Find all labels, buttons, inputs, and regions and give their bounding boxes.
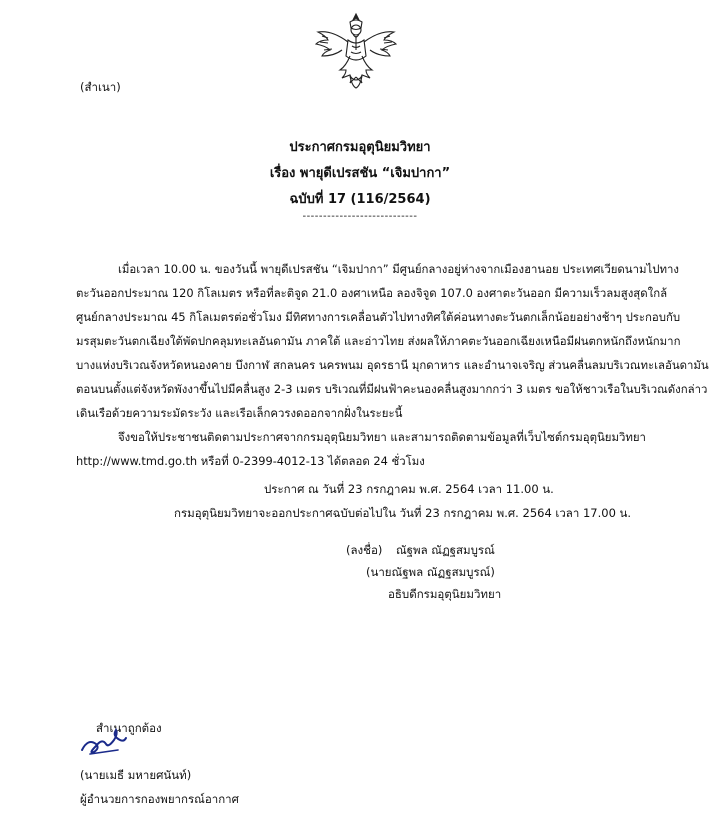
signed-name: ณัฐพล ณัฏฐสมบูรณ์ [396, 543, 495, 557]
certified-position: ผู้อำนวยการกองพยากรณ์อากาศ [80, 792, 239, 806]
paragraph-line: เมื่อเวลา 10.00 น. ของวันนี้ พายุดีเปรสชัน “เจิมปากา” มีศูนย์กลางอยู่ห่างจากเมืองฮานอย ประเทศเวียดนามไปทาง [118, 262, 679, 276]
paragraph-line: ศูนย์กลางประมาณ 45 กิโลเมตรต่อชั่วโมง มีทิศทางการเคลื่อนตัวไปทางทิศใต้ค่อนทางตะวันตกเล็กน้อยอย่างช้าๆ ประกอบกับ [76, 310, 681, 324]
certified-name: (นายเมธี มหายศนันท์) [80, 768, 192, 782]
page-title: ประกาศกรมอุตุนิยมวิทยา [289, 140, 431, 155]
page-subject: เรื่อง พายุดีเปรสชัน “เจิมปากา” [269, 166, 451, 181]
paragraph-line: http://www.tmd.go.th หรือที่ 0-2399-4012-13 ได้ตลอด 24 ชั่วโมง [76, 454, 425, 468]
paragraph-line: จึงขอให้ประชาชนติดตามประกาศจากกรมอุตุนิยมวิทยา และสามารถติดตามข้อมูลที่เว็บไซต์กรมอุตุนิยมวิทยา [118, 430, 646, 444]
garuda-emblem [314, 10, 398, 90]
paragraph-line: มรสุมตะวันตกเฉียงใต้พัดปกคลุมทะเลอันดามัน ภาคใต้ และอ่าวไทย ส่งผลให้ภาคตะวันออกเฉียงเหนือมีฝนตกหนักถึงหนักมาก [76, 334, 681, 348]
certified-label: สำเนาถูกต้อง [96, 721, 162, 735]
signed-prefix: (ลงชื่อ) [346, 543, 383, 557]
copy-mark: (สำเนา) [80, 80, 121, 94]
signer-position: อธิบดีกรมอุตุนิยมวิทยา [388, 587, 502, 601]
paragraph-line: เดินเรือด้วยความระมัดระวัง และเรือเล็กควรงดออกจากฝั่งในระยะนี้ [76, 406, 403, 420]
paragraph-line: บางแห่งบริเวณจังหวัดหนองคาย บึงกาฬ สกลนคร นครพนม อุดรธานี มุกดาหาร และอำนาจเจริญ ส่วนคลื่นลมบริเวณทะเลอันดามัน [76, 358, 709, 372]
paragraph-line: ตะวันออกประมาณ 120 กิโลเมตร หรือที่ละติจูด 21.0 องศาเหนือ ลองจิจูด 107.0 องศาตะวันออก มีความเร็วลมสูงสุดใกล้ [76, 286, 668, 300]
title-divider: ---------------------------- [302, 211, 418, 222]
issued-date: ประกาศ ณ วันที่ 23 กรกฎาคม พ.ศ. 2564 เวลา 11.00 น. [264, 482, 554, 496]
issue-number: ฉบับที่ 17 (116/2564) [289, 192, 431, 207]
handwritten-signature [72, 718, 132, 758]
next-issue-date: กรมอุตุนิยมวิทยาจะออกประกาศฉบับต่อไปใน วันที่ 23 กรกฎาคม พ.ศ. 2564 เวลา 17.00 น. [174, 506, 632, 520]
signer-full-name: (นายณัฐพล ณัฏฐสมบูรณ์) [366, 565, 495, 579]
paragraph-line: ตอนบนตั้งแต่จังหวัดพังงาขึ้นไปมีคลื่นสูง 2-3 เมตร บริเวณที่มีฝนฟ้าคะนองคลื่นสูงมากกว่า 3 เมตร ขอให้ชาวเรือในบริเวณดังกล่าว [76, 382, 708, 396]
